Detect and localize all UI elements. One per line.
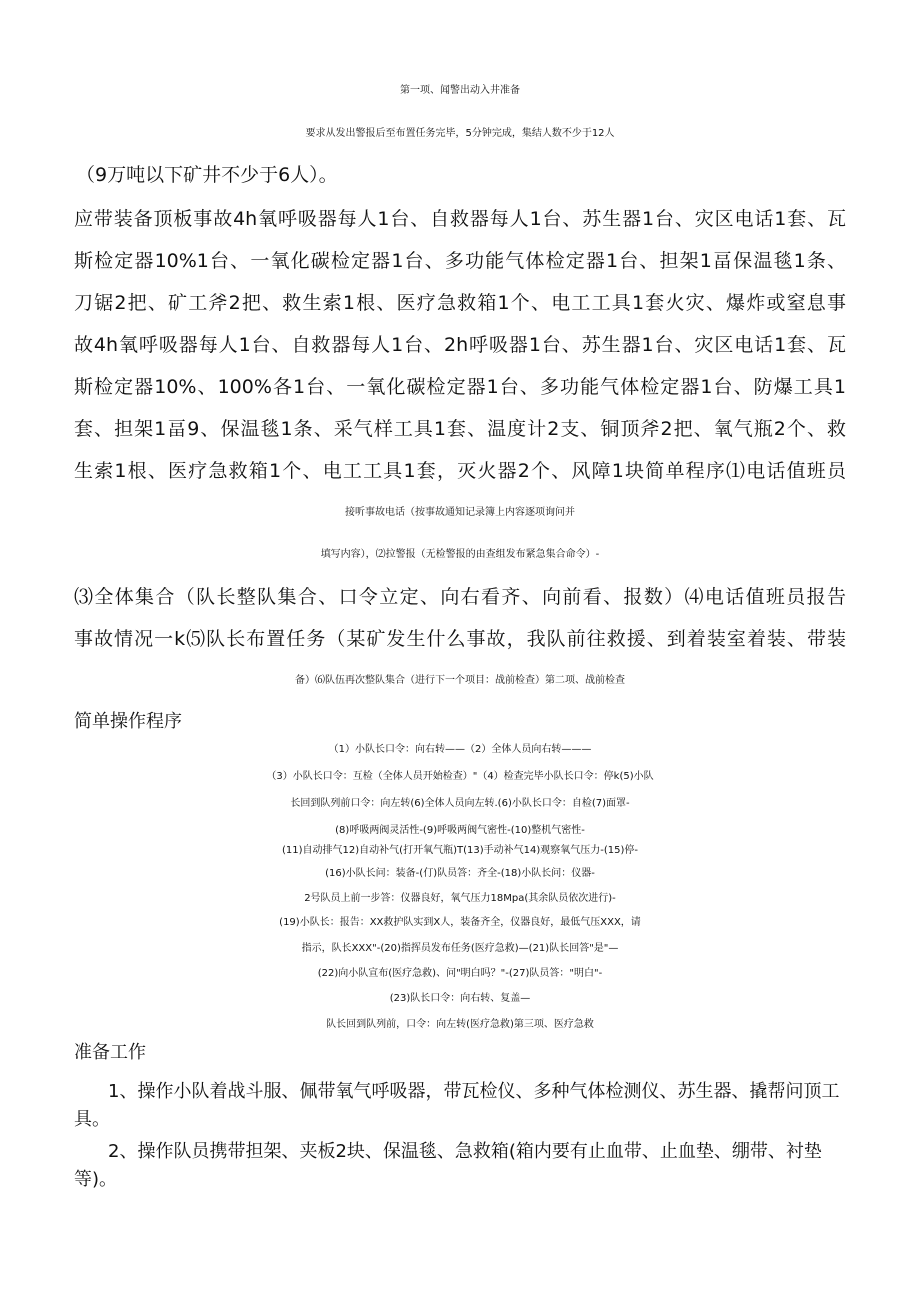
operation-line: （1）小队长口令：向右转——（2）全体人员向右转——— bbox=[328, 744, 592, 755]
equipment-line: 应带装备顶板事故4h氧呼吸器每人1台、自救器每人1台、苏生器1台、灾区电话1套、瓦 bbox=[74, 208, 846, 230]
operation-line: (8)呼吸两阀灵活性-(9)呼吸两阀气密性-(10)整机气密性- bbox=[335, 825, 585, 836]
section-heading: 准备工作 bbox=[74, 1042, 146, 1063]
procedure-line: 接听事故电话（按事故通知记录簿上内容逐项询问并 bbox=[345, 507, 575, 518]
equipment-line: 故4h氧呼吸器每人1台、自救器每人1台、2h呼吸器1台、苏生器1台、灾区电话1套、瓦 bbox=[74, 334, 846, 356]
operation-line: (23)队长口令：向右转、复盖— bbox=[389, 993, 531, 1004]
section-heading: 简单操作程序 bbox=[74, 711, 182, 732]
requirement-line: 要求从发出警报后至布置任务完毕，5分钟完成，集结人数不少于12人 bbox=[305, 128, 615, 139]
operation-line: 长回到队列前口令：向左转(6)全体人员向左转.(6)小队长口令：自检(7)面罩- bbox=[290, 798, 630, 809]
section-title: 第一项、闻警出动入井准备 bbox=[400, 85, 520, 96]
equipment-line: 斯检定器10%1台、一氧化碳检定器1台、多功能气体检定器1台、担架1畐保温毯1条、 bbox=[74, 250, 846, 272]
procedure-line: 填写内容），⑵拉警报（无检警报的由查组发布紧急集合命令）- bbox=[320, 549, 600, 560]
procedure-line: 备）⑹队伍再次整队集合（进行下一个项目：战前检查）第二项、战前检查 bbox=[295, 675, 625, 686]
prep-item: 2、操作队员携带担架、夹板2块、保温毯、急救箱(箱内要有止血带、止血垫、绷带、衬垫等)。 bbox=[74, 1141, 822, 1190]
operation-line: 队长回到队列前，口令：向左转(医疗急救)第三项、医疗急救 bbox=[326, 1019, 594, 1030]
operation-line: (11)自动排气12)自动补气(打开氧气瓶)T(13)手动补气14)观察氧气压力-(15)停- bbox=[282, 845, 638, 856]
equipment-line: 生索1根、医疗急救箱1个、电工工具1套，灭火器2个、风障1块简单程序⑴电话值班员 bbox=[74, 460, 846, 482]
operation-line: (22)向小队宣布(医疗急救)、问"明白吗？"-(27)队员答："明白"- bbox=[317, 968, 603, 979]
prep-item: 1、操作小队着战斗服、佩带氧气呼吸器，带瓦检仪、多种气体检测仪、苏生器、撬帮问顶工具。 bbox=[74, 1081, 840, 1130]
operation-line: （3）小队长口令：互检（全体人员开始检查）"（4）检查完毕小队长口令：停k(5)小队 bbox=[266, 771, 654, 782]
operation-line: (16)小队长问：装备-(仃)队员答：齐全-(18)小队长问：仪器- bbox=[325, 868, 595, 879]
procedure-line: ⑶全体集合（队长整队集合、口令立定、向右看齐、向前看、报数）⑷电话值班员报告 bbox=[74, 586, 846, 608]
equipment-line: 斯检定器10%、100%各1台、一氧化碳检定器1台、多功能气体检定器1台、防爆工具1 bbox=[74, 376, 846, 398]
procedure-line: 事故情况一k⑸队长布置任务（某矿发生什么事故，我队前往救援、到着装室着装、带装 bbox=[74, 628, 846, 650]
operation-line: 2号队员上前一步答：仪器良好，氧气压力18Mpa(其余队员依次进行)- bbox=[304, 893, 616, 904]
requirement-line: （9万吨以下矿井不少于6人）。 bbox=[76, 164, 338, 186]
operation-line: (19)小队长：报告：XX救护队实到X人，装备齐全，仪器良好，最低气压XXX，请 bbox=[279, 917, 641, 928]
equipment-line: 刀锯2把、矿工斧2把、救生索1根、医疗急救箱1个、电工工具1套火灾、爆炸或窒息事 bbox=[74, 292, 846, 314]
equipment-line: 套、担架1畐9、保温毯1条、采气样工具1套、温度计2支、铜顶斧2把、氧气瓶2个、救 bbox=[74, 418, 846, 440]
operation-line: 指示，队长XXX"-(20)指挥员发布任务(医疗急救)—(21)队长回答"是"— bbox=[301, 943, 619, 954]
